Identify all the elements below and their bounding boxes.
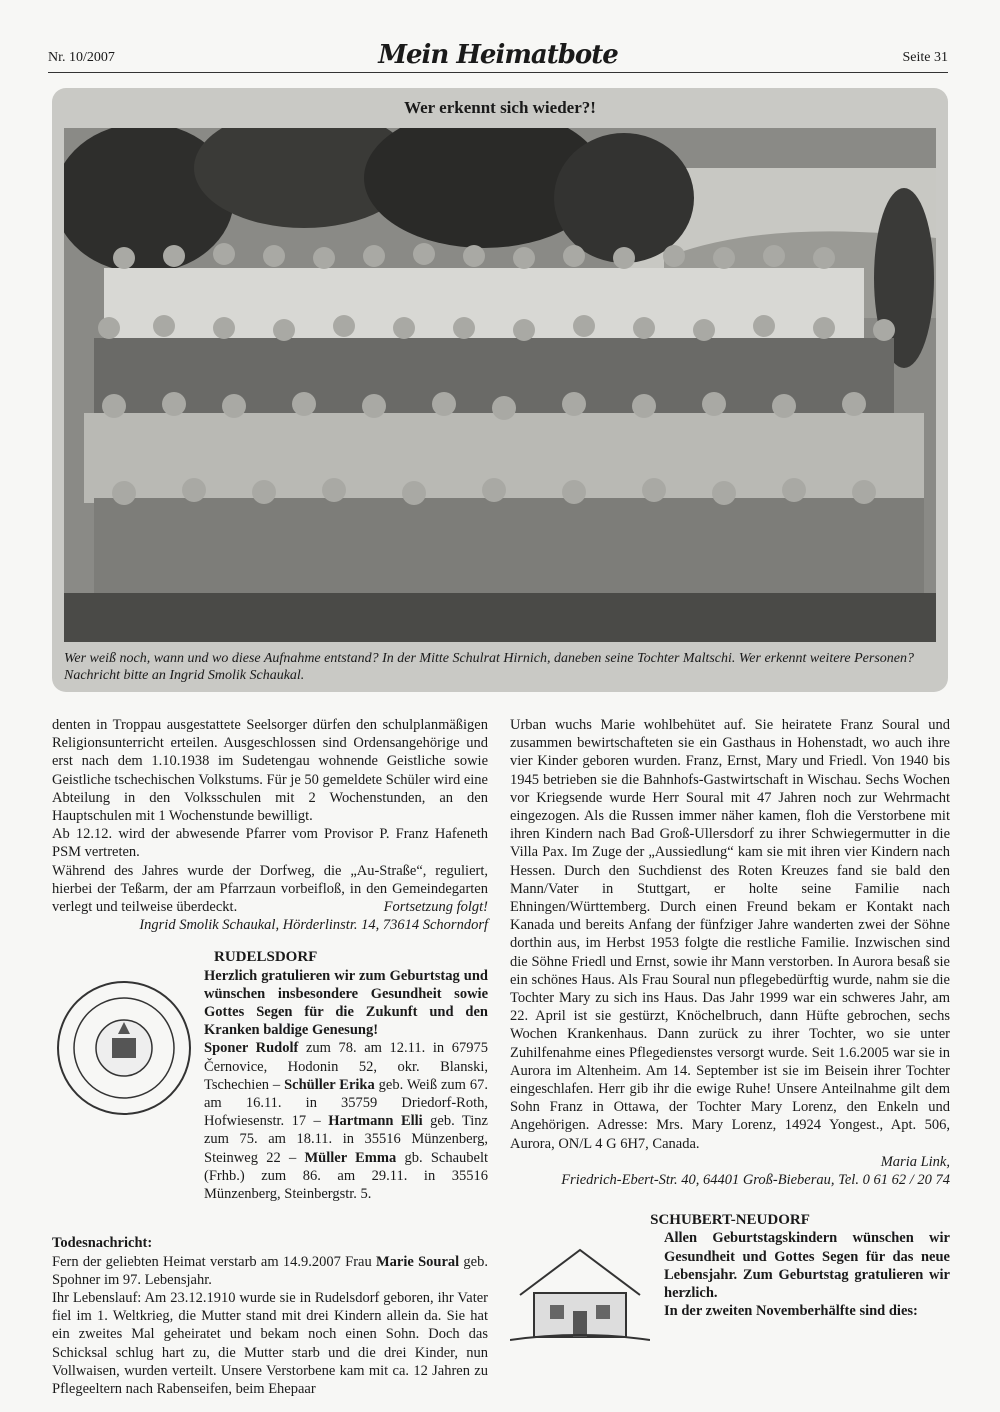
rudelsdorf-section (52, 948, 488, 1203)
birthday-name: Hartmann Elli (328, 1113, 423, 1130)
town-seal-icon (54, 978, 194, 1118)
group-photo (64, 128, 936, 642)
schubert-list-intro: In der zweiten Novemberhälfte sind dies: (664, 1303, 918, 1320)
schubert-greeting: Allen Geburtstagskindern wünschen wir Gesundheit und Gottes Segen für das neue Lebensjahr. Zum Geburtstag gratulieren wir herzlich. (664, 1230, 950, 1302)
article-paragraph: denten in Troppau ausgestattete Seelsorger dürfen den schulplanmäßigen Religionsunterricht erteilen. Ausgeschlossen sind Ordensangehörige und erst nach dem 1.10.1938 im Sudetengau wohnende Geistliche sowie Geistliche tschechischen Volkstums. Für je 50 gemeldete Schüler wird eine Abteilung in den Volksschulen mit 2 Wochenstunden, an den Hauptschulen mit 1 Wochenstunde bewilligt. (52, 717, 488, 825)
schubert-section (510, 1211, 950, 1320)
house-icon (510, 1235, 650, 1345)
obituary-intro: Fern der geliebten Heimat verstarb am 14.9.2007 Frau Marie Soural geb. Spohner im 97. Lebensjahr. (52, 1253, 488, 1288)
birthday-name: Müller Emma (304, 1149, 397, 1166)
rudelsdorf-greeting: Herzlich gratulieren wir zum Geburtstag und wünschen insbesondere Gesundheit sowie Gottes Segen für die Zukunft und den Kranken baldige Genesung! (204, 967, 488, 1039)
header-rule (48, 72, 948, 73)
page-header (48, 40, 948, 74)
rudelsdorf-heading: RUDELSDORF (214, 949, 318, 966)
photo-section (52, 88, 948, 692)
rudelsdorf-body (204, 967, 488, 1040)
obituary-continued: Urban wuchs Marie wohlbehütet auf. Sie heiratete Franz Soural und zusammen bewirtschafteten sie ein Gasthaus in Hohenstadt, wo auch ihre vier Kinder geboren wurden. Franz, Ernst, Mary und Friedl. Von 1940 bis 1945 betrieben sie die Bahnhofs-Gastwirtschaft in Wischau. Sechs Wochen vor Kriegsende wurde Herr Soural mit 47 Jahren noch zur Wehrmacht eingezogen. Als die Russen immer näher kamen, floh die Verstorbene mit ihren Kindern nach Bad Groß-Ullersdorf zu ihrer Schwiegermutter in die Villa Pax. Im Zuge der „Aussiedlung“ kam sie mit ihren vier Kindern nach Hessen. Durch den Suchdienst des Roten Kreuzes fand sie bald den Mann/Vater in Stuttgart, er holte seine Familie nach Ehningen/Württemberg. Durch einen Freund bekam er Kontakt nach Kanada und bereits Anfang der fünfziger Jahre wanderten zwei der Söhne dorthin aus, im Herbst 1953 folgte die restliche Familie. Inzwischen sind die Söhne Friedl und Ernst, sowie ihr Mann verstorben. In Aurora besaß sie ein schönes Haus. Als Frau Soural nun pflegebedürftig wurde, nahm sie die Tochter Mary zu sich ins Haus. Das Jahr 1999 war ein schweres Jahr, am 22. April ist sie gestürzt, Knöchelbruch, dann Hüfte gebrochen, sechs Wochen Krankenhaus. Dann zurück zu ihrer Tochter, wo sie unter Zuhilfenahme eines Pflegedienstes versorgt wurde. Seit 1.6.2005 war sie in Aurora im Altenheim. Am 14. September ist sie im Beisein ihrer Tochter eingeschlafen. Herr gib ihr die ewige Ruhe! Unsere Anteilnahme gilt dem Sohn Franz in Ottawa, der Tochter Mary Lorenz, den Enkeln und Angehörigen. Adresse: Mrs. Mary Lorenz, 14924 Yongest., Apt. 506, Aurora, ON/L 4 G 6H7, Canada. (510, 717, 950, 1152)
birthday-name: Sponer Rudolf (204, 1040, 299, 1057)
article-paragraph: Während des Jahres wurde der Dorfweg, die „Au-Straße“, reguliert, hierbei der Teßarm, der am Pfarrzaun vorbeifloß, in den Gemeindegarten verlegt und teilweise überdeckt. Fortsetzung folgt! (52, 862, 488, 916)
signer-name: Maria Link, (880, 1153, 950, 1170)
schubert-heading: SCHUBERT-NEUDORF (650, 1212, 810, 1229)
photo-title: Wer erkennt sich wieder?! (404, 98, 596, 117)
left-column (52, 716, 488, 1398)
group-photo-image (64, 128, 936, 642)
continued-note: Fortsetzung folgt! (383, 899, 488, 916)
obituary-text: Ihr Lebenslauf: Am 23.12.1910 wurde sie in Rudelsdorf geboren, ihr Vater fiel im 1. Weltkrieg, die Mutter stand mit drei Kindern allein da. Sie hat ein zweites Mal geheiratet und bekam noch einen Sohn. Doch das Schicksal schlug hart zu, die Mutter starb und die drei Kinder, nun Vollwaisen, wurden verteilt. Unsere Verstorbene kam mit ca. 12 Jahren zu Pflegeeltern nach Rabenseifen, beim Ehepaar (52, 1290, 488, 1398)
birthday-name: Schüller Erika (284, 1076, 375, 1093)
schubert-body (510, 1229, 950, 1320)
page-number: Seite 31 (902, 50, 948, 65)
right-column (510, 716, 950, 1321)
birthday-list: Sponer Rudolf zum 78. am 12.11. in 67975 Černovice, Hodonin 52, okr. Blanski, Tschechien – Schüller Erika geb. Weiß zum 67. am 16.11. in 35759 Driedorf-Roth, Hofwiesenstr. 17 – Hartmann Elli geb. Tinz zum 75. am 18.11. in 35516 Münzenberg, Steinweg 22 – Müller Emma gb. Schaubelt (Frhb.) zum 86. am 29.11. in 35516 Münzenberg, Steinbergstr. 5. (204, 1040, 488, 1203)
deceased-name: Marie Soural (375, 1253, 460, 1270)
newspaper-logo: Mein Heimatbote (378, 40, 618, 70)
signer-address: Friedrich-Ebert-Str. 40, 64401 Groß-Bieberau, Tel. 0 61 62 / 20 74 (561, 1172, 950, 1189)
issue-number: Nr. 10/2007 (48, 50, 115, 65)
article-author: Ingrid Smolik Schaukal, Hörderlinstr. 14, 73614 Schorndorf (139, 917, 488, 934)
article-paragraph: Ab 12.12. wird der abwesende Pfarrer vom Provisor P. Franz Hafeneth PSM vertreten. (52, 826, 488, 861)
photo-caption: Wer weiß noch, wann und wo diese Aufnahme entstand? In der Mitte Schulrat Hirnich, daneben seine Tochter Maltschi. Wer erkennt weitere Personen? Nachricht bitte an Ingrid Smolik Schaukal. (64, 651, 914, 683)
obituary-section (52, 1234, 488, 1398)
obituary-heading: Todesnachricht: (52, 1235, 153, 1252)
